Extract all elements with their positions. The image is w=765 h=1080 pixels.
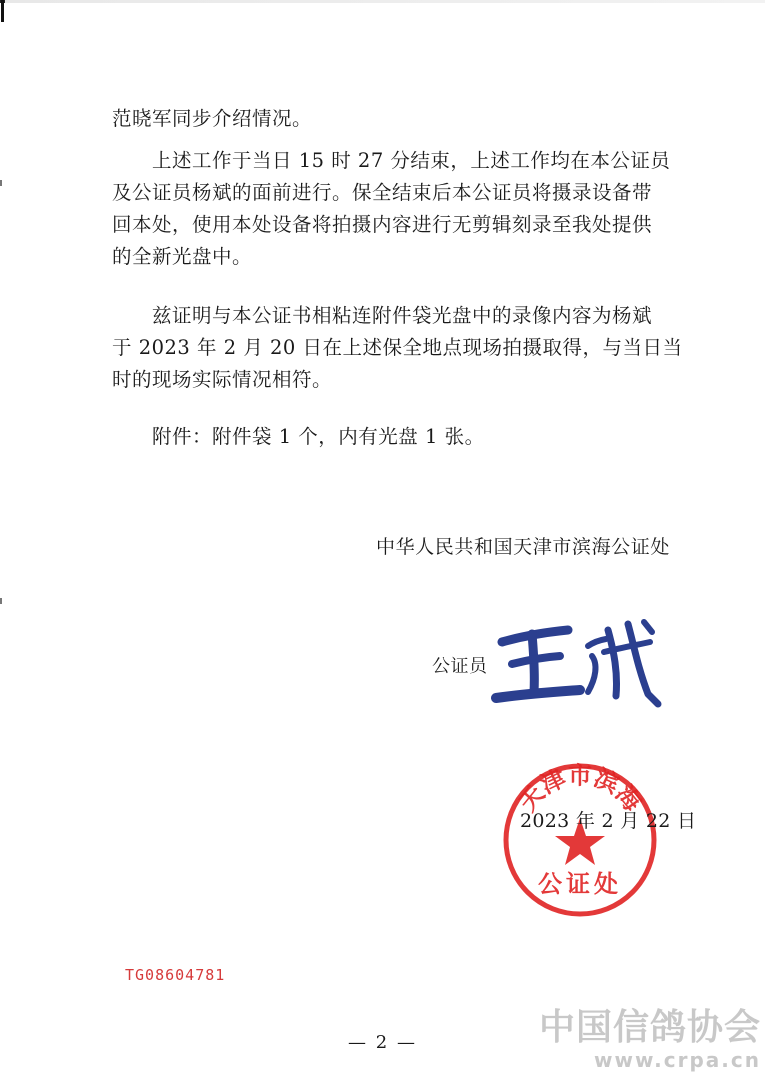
scan-top-edge [0, 0, 765, 3]
watermark-url: www.crpa.cn [594, 1048, 761, 1072]
paragraph-work-end [112, 145, 672, 273]
text-line: 回本处，使用本处设备将拍摄内容进行无剪辑刻录至我处提供 [112, 213, 653, 236]
notary-signature [488, 612, 668, 712]
scan-edge-tick [0, 598, 2, 604]
paragraph-continuation [112, 103, 672, 135]
seal-bottom-text: 公证处 [538, 870, 622, 898]
text-line: 及公证员杨斌的面前进行。保全结束后本公证员将摄录设备带 [112, 181, 653, 204]
scan-left-mark [1, 0, 4, 22]
notary-office-name: 中华人民共和国天津市滨海公证处 [375, 536, 670, 558]
text-line: 兹证明与本公证书相粘连附件袋光盘中的录像内容为杨斌 [152, 304, 653, 327]
text-line: 时的现场实际情况相符。 [112, 368, 333, 391]
notary-label: 公证员 [432, 656, 488, 677]
document-serial-number: TG08604781 [125, 966, 226, 984]
scan-edge-tick [0, 180, 2, 186]
watermark-org-name: 中国信鸽协会 [538, 1007, 761, 1048]
text-line: 附件：附件袋 1 个，内有光盘 1 张。 [152, 425, 485, 448]
text-line: 范晓军同步介绍情况。 [112, 107, 313, 130]
site-watermark [539, 1008, 761, 1072]
text-line: 上述工作于当日 15 时 27 分结束，上述工作均在本公证员 [152, 149, 671, 172]
page-number: — 2 — [348, 1032, 417, 1053]
paragraph-attachment [112, 421, 672, 453]
text-line: 于 2023 年 2 月 20 日在上述保全地点现场拍摄取得，与当日当 [112, 336, 683, 359]
issue-date: 2023 年 2 月 22 日 [520, 810, 697, 832]
official-seal [500, 760, 660, 920]
paragraph-certification [112, 300, 683, 396]
text-line: 的全新光盘中。 [112, 245, 253, 268]
seal-top-text: 天津市滨海 [513, 761, 647, 817]
